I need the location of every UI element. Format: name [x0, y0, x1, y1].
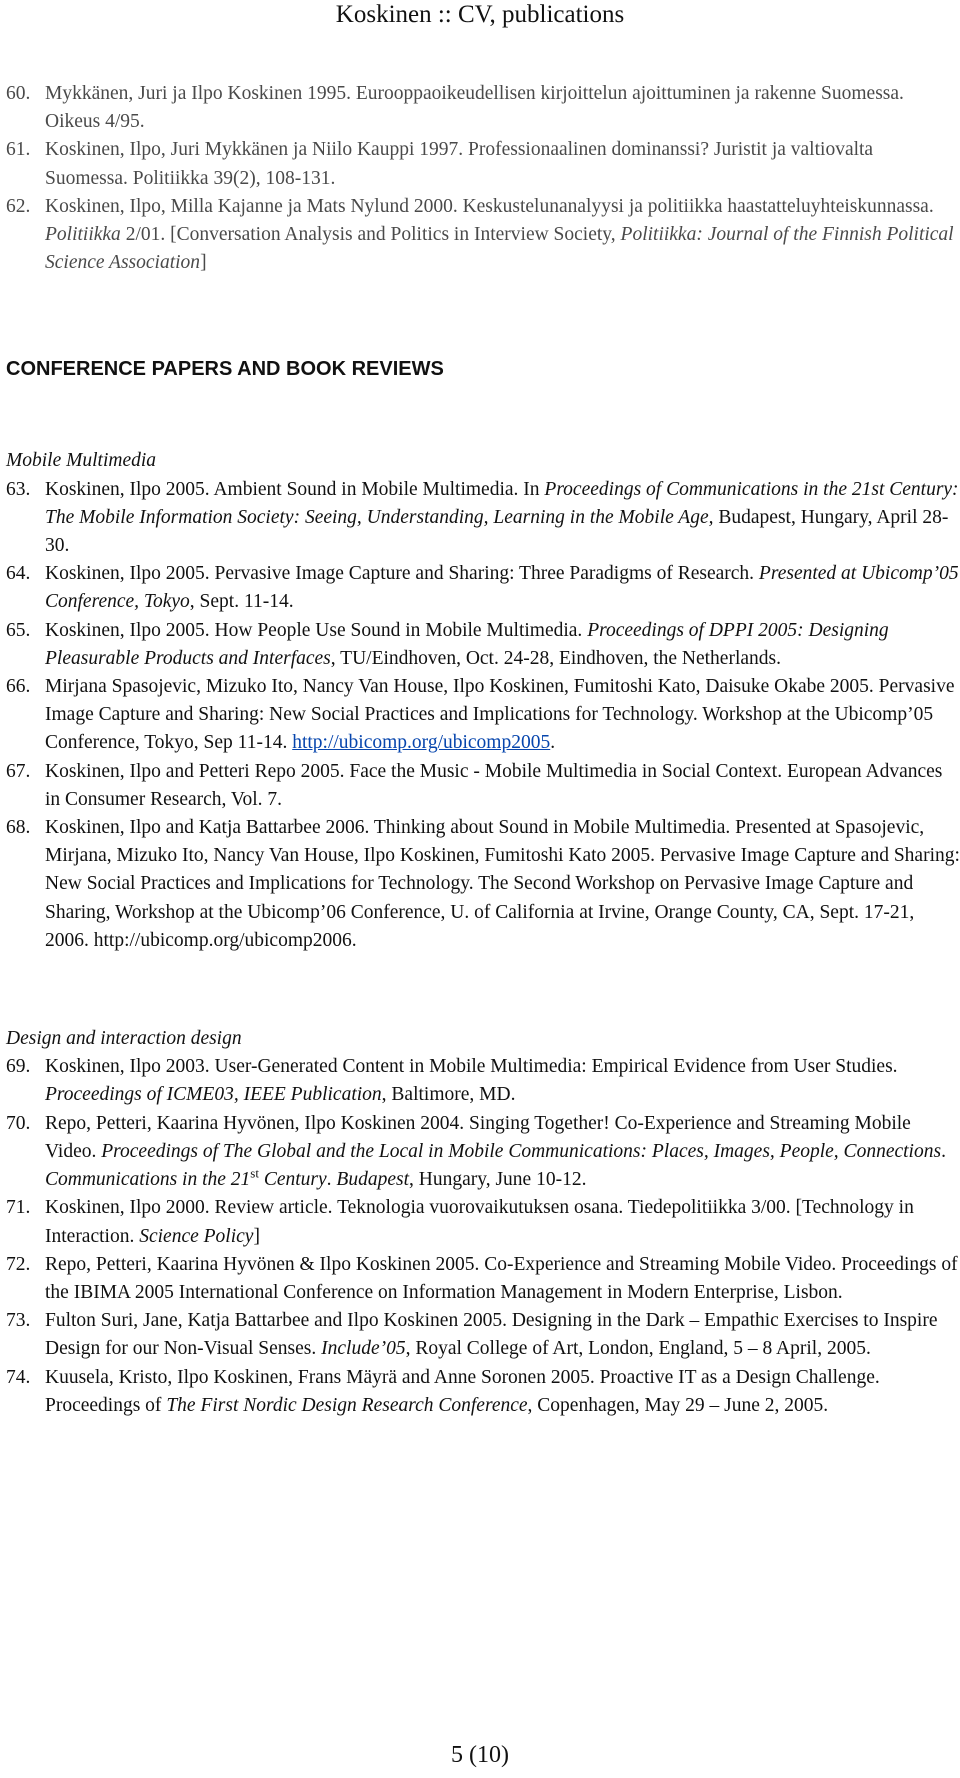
entry-text: Repo, Petteri, Kaarina Hyvönen & Ilpo Koskinen 2005. Co-Experience and Streaming Mobile Video. Proceedings of the IBIMA 2005 International Conference on Information Management in Modern Enterprise, Lisbon. — [45, 1253, 958, 1303]
entry-italic: Proceedings of The Global and the Local in Mobile Communications: Places, Images, People, Connections — [101, 1140, 942, 1162]
list-item — [0, 1053, 960, 1109]
entry-text: , Copenhagen, May 29 – June 2, 2005. — [527, 1394, 829, 1416]
entry-number: 66. — [6, 676, 31, 698]
list-item — [0, 476, 960, 561]
entry-italic: Politiikka — [45, 224, 121, 246]
entry-text: Koskinen, Ilpo 2003. User-Generated Content in Mobile Multimedia: Empirical Evidence from User Studies. — [45, 1056, 898, 1078]
entry-number: 60. — [6, 83, 31, 104]
entry-text: ] — [253, 1225, 260, 1247]
entry-text: Koskinen, Ilpo 2000. Review article. Teknologia vuorovaikutuksen osana. Tiedepolitiikka 3/00. [Technology in Interaction. — [45, 1197, 914, 1247]
page-number: 5 (10) — [451, 1742, 509, 1768]
entry-text: . — [941, 1140, 946, 1162]
list-item — [0, 136, 960, 192]
entry-text: Kuusela, Kristo, Ilpo Koskinen, Frans Mäyrä and Anne Soronen 2005. Proactive IT as a Design Challenge. Proceedings of — [45, 1366, 880, 1416]
entry-text: Mirjana Spasojevic, Mizuko Ito, Nancy Van House, Ilpo Koskinen, Fumitoshi Kato, Daisuke Okabe 2005. Pervasive Image Capture and Sharing: New Social Practices and Implications for Technology. Workshop at the Ubicomp’05 Conference, Tokyo, Sep 11-14. — [45, 676, 955, 754]
entry-italic: Century — [263, 1169, 327, 1191]
entry-number: 64. — [6, 563, 31, 585]
subsection-heading: Mobile Multimedia — [6, 450, 157, 472]
entry-number: 63. — [6, 478, 31, 500]
list-item — [0, 673, 960, 758]
entry-italic: Proceedings of DPPI 2005: Designing Pleasurable Products and Interfaces — [45, 619, 889, 669]
list-item — [0, 80, 960, 136]
document-body — [0, 80, 960, 1420]
entry-number: 61. — [6, 139, 31, 161]
entry-text: , Royal College of Art, London, England, 5 – 8 April, 2005. — [405, 1338, 871, 1360]
entry-italic: Science Policy — [139, 1225, 254, 1247]
entry-italic: The First Nordic Design Research Conference — [166, 1394, 528, 1416]
entry-text: Koskinen, Ilpo and Katja Battarbee 2006. Thinking about Sound in Mobile Multimedia. Presented at Spasojevic, Mirjana, Mizuko Ito, Nancy Van House, Ilpo Koskinen, Fumitoshi Kato 2005. Pervasive Image Capture and Sharing: New Social Practices and Implications for Technology. The Second Workshop on Pervasive Image Capture and Sharing, Workshop at the Ubicomp’06 Conference, U. of California at Irvine, Orange County, CA, Sept. 17-21, 2006. http://ubicomp.org/ubicomp2006. — [45, 817, 960, 951]
list-item — [0, 560, 960, 616]
entry-number: 67. — [6, 760, 31, 782]
list-item — [0, 1110, 960, 1195]
entry-italic: Politiikka: Journal of the Finnish Political Science Association — [45, 224, 954, 274]
entry-text: Repo, Petteri, Kaarina Hyvönen, Ilpo Koskinen 2004. Singing Together! Co-Experience and Streaming Mobile Video. — [45, 1112, 911, 1162]
superscript: st — [250, 1165, 259, 1181]
list-item — [0, 193, 960, 278]
list-item — [0, 758, 960, 814]
entry-number: 65. — [6, 619, 31, 641]
entry-italic: Presented at Ubicomp’05 Conference, Tokyo — [45, 563, 959, 613]
entry-number: 70. — [6, 1112, 31, 1134]
entry-italic: Communications in the 21 — [45, 1169, 251, 1191]
entry-text: Mykkänen, Juri ja Ilpo Koskinen 1995. Eurooppaoikeudellisen kirjoittelun ajoittuminen ja rakenne Suomessa. Oikeus 4/95. — [45, 83, 904, 133]
entry-number: 62. — [6, 195, 31, 217]
entry-text: Koskinen, Ilpo, Juri Mykkänen ja Niilo Kauppi 1997. Professionaalinen dominanssi? Juristit ja valtiovalta Suomessa. Politiikka 39(2), 108-131. — [45, 139, 874, 189]
entry-italic: Include’05 — [321, 1338, 406, 1360]
entry-italic: Proceedings of ICME03, IEEE Publication — [45, 1084, 382, 1106]
list-item — [0, 1251, 960, 1307]
entry-text: , Hungary, June 10-12. — [409, 1169, 587, 1191]
entry-number: 71. — [6, 1197, 31, 1219]
entry-text: , Sept. 11-14. — [189, 591, 294, 613]
ubicomp-2005-link[interactable]: http://ubicomp.org/ubicomp2005 — [292, 732, 551, 754]
entry-italic: Proceedings of Communications in the 21st Century: The Mobile Information Society: Seeing, Understanding, Learning in the Mobile Age, — [45, 478, 959, 528]
entry-text: Budapest, Hungary, April 28-30. — [45, 506, 949, 557]
entry-number: 74. — [6, 1366, 31, 1388]
entry-italic: Budapest — [336, 1169, 409, 1191]
entry-text: . — [326, 1169, 337, 1191]
subsection-heading: Design and interaction design — [6, 1028, 242, 1050]
entry-text: Koskinen, Ilpo 2005. Pervasive Image Capture and Sharing: Three Paradigms of Research. — [45, 563, 759, 585]
entry-number: 72. — [6, 1253, 31, 1275]
entry-text: Koskinen, Ilpo 2005. How People Use Sound in Mobile Multimedia. — [45, 619, 588, 641]
entry-text: . — [550, 732, 556, 754]
entry-text: Fulton Suri, Jane, Katja Battarbee and Ilpo Koskinen 2005. Designing in the Dark – Empathic Exercises to Inspire Design for our Non-Visual Senses. — [45, 1310, 938, 1360]
section-heading: CONFERENCE PAPERS AND BOOK REVIEWS — [6, 358, 444, 381]
entry-text: , TU/Eindhoven, Oct. 24-28, Eindhoven, the Netherlands. — [330, 647, 781, 669]
entry-text: Koskinen, Ilpo, Milla Kajanne ja Mats Nylund 2000. Keskustelunanalyysi ja politiikka haastatteluyhteiskunnassa. — [45, 195, 934, 217]
entry-number: 73. — [6, 1310, 31, 1332]
list-item — [0, 1194, 960, 1250]
entry-text: Koskinen, Ilpo and Petteri Repo 2005. Face the Music - Mobile Multimedia in Social Context. European Advances in Consumer Research, Vol. 7. — [45, 760, 943, 810]
entry-number: 69. — [6, 1056, 31, 1078]
entry-number: 68. — [6, 817, 31, 839]
list-item — [0, 617, 960, 673]
entry-text: Koskinen, Ilpo 2005. Ambient Sound in Mobile Multimedia. In — [45, 478, 545, 500]
page-header: Koskinen :: CV, publications — [335, 1, 625, 28]
entry-text: , Baltimore, MD. — [381, 1084, 516, 1106]
list-item — [0, 1307, 960, 1363]
list-item — [0, 814, 960, 955]
entry-text: 2/01. [Conversation Analysis and Politics in Interview Society, — [120, 224, 621, 246]
list-item — [0, 1364, 960, 1420]
entry-text: ] — [200, 252, 207, 274]
